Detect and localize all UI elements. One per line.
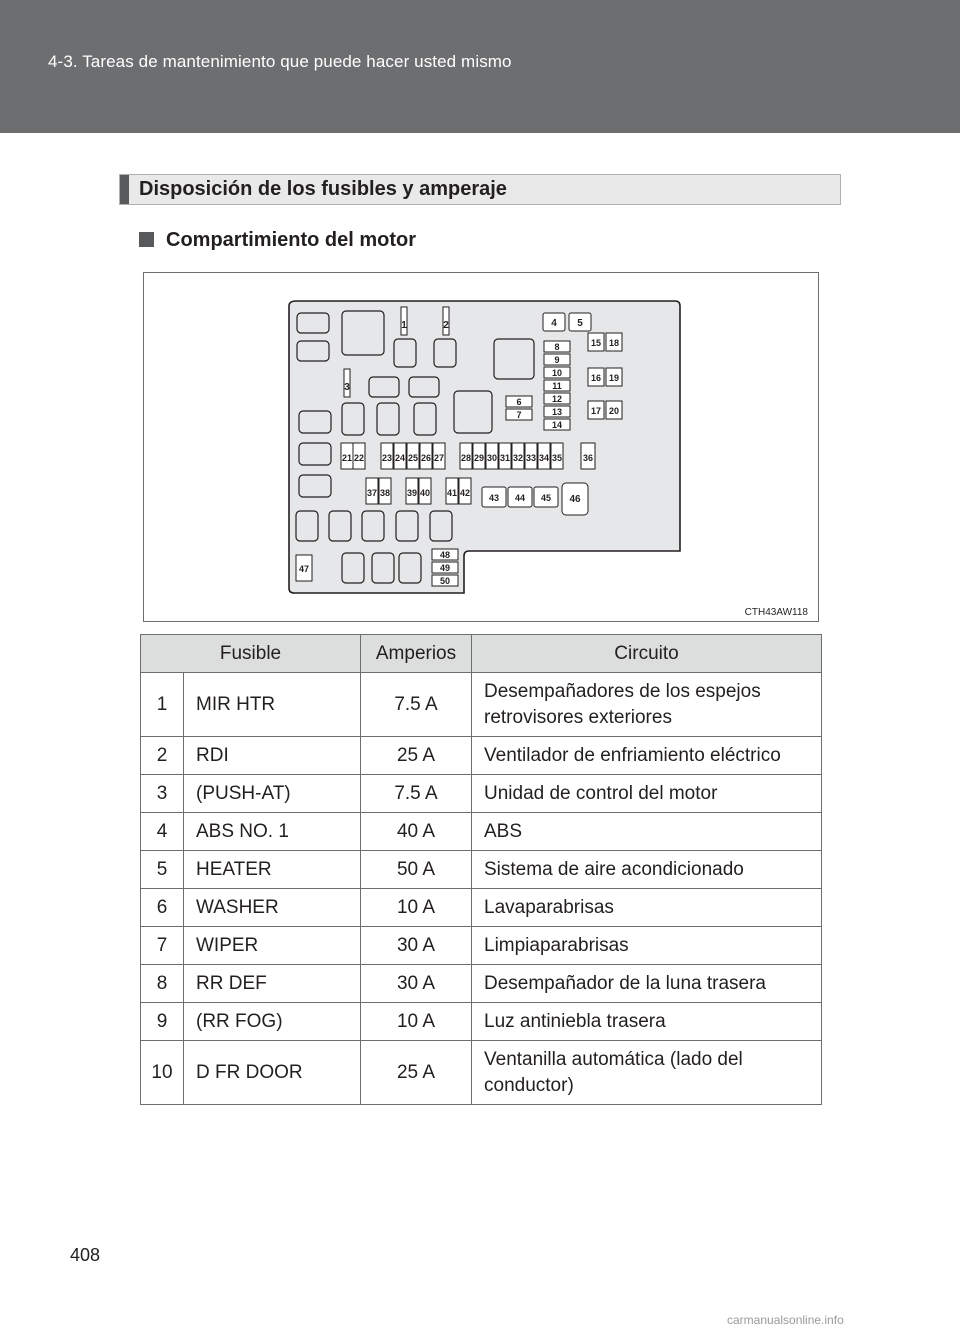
cell-circuit: Ventanilla automática (lado del conductor) [472, 1041, 822, 1105]
relay-15 [299, 475, 331, 497]
cell-circuit: Sistema de aire acondicionado [472, 851, 822, 889]
cell-number: 9 [141, 1003, 184, 1041]
fuse-label-37: 37 [366, 488, 378, 498]
fuse-label-44: 44 [514, 493, 526, 503]
subheading [139, 229, 416, 252]
cell-amperage: 30 A [361, 927, 472, 965]
table-row [141, 673, 822, 737]
cell-fuse-name: RR DEF [184, 965, 361, 1003]
fuse-box-diagram [143, 272, 819, 622]
fuse-label-21: 21 [341, 453, 353, 463]
page-number: 408 [70, 1245, 101, 1265]
cell-fuse-name: (RR FOG) [184, 1003, 361, 1041]
relay-10 [377, 403, 399, 435]
fuse-label-10: 10 [551, 368, 563, 378]
fuse-label-39: 39 [406, 488, 418, 498]
fuse-label-49: 49 [439, 563, 451, 573]
cell-circuit: Limpiaparabrisas [472, 927, 822, 965]
cell-circuit: Desempañadores de los espejos retrovisores exteriores [472, 673, 822, 737]
watermark: carmanualsonline.info [727, 1313, 844, 1327]
cell-amperage: 7.5 A [361, 673, 472, 737]
table-row [141, 813, 822, 851]
fuse-label-29: 29 [473, 453, 485, 463]
cell-fuse-name: D FR DOOR [184, 1041, 361, 1105]
relay-13 [299, 411, 331, 433]
cell-fuse-name: WASHER [184, 889, 361, 927]
fuse-label-42: 42 [459, 488, 471, 498]
cell-amperage: 10 A [361, 1003, 472, 1041]
table-row [141, 927, 822, 965]
fuse-label-12: 12 [551, 394, 563, 404]
fuse-label-14: 14 [551, 420, 563, 430]
relay-20 [430, 511, 452, 541]
cell-number: 5 [141, 851, 184, 889]
fuse-label-27: 27 [433, 453, 445, 463]
relay-17 [329, 511, 351, 541]
relay-12 [454, 391, 492, 433]
relay-3 [342, 311, 384, 355]
subheading-text: Compartimiento del motor [166, 229, 417, 251]
fuse-label-3: 3 [344, 382, 350, 393]
relay-18 [362, 511, 384, 541]
cell-circuit: ABS [472, 813, 822, 851]
fuse-label-9: 9 [554, 355, 560, 365]
fuse-label-17: 17 [590, 406, 602, 416]
cell-circuit: Desempañador de la luna trasera [472, 965, 822, 1003]
fuse-label-31: 31 [499, 453, 511, 463]
fuse-label-2: 2 [443, 320, 449, 331]
cell-fuse-name: ABS NO. 1 [184, 813, 361, 851]
cell-amperage: 50 A [361, 851, 472, 889]
cell-circuit: Ventilador de enfriamiento eléctrico [472, 737, 822, 775]
cell-circuit: Lavaparabrisas [472, 889, 822, 927]
relay-22 [372, 553, 394, 583]
relay-1 [297, 313, 329, 333]
fuse-label-22: 22 [353, 453, 365, 463]
cell-circuit: Unidad de control del motor [472, 775, 822, 813]
fuse-label-15: 15 [590, 338, 602, 348]
table-row [141, 1003, 822, 1041]
fuse-label-36: 36 [582, 453, 594, 463]
relay-21 [342, 553, 364, 583]
fuse-label-23: 23 [381, 453, 393, 463]
relay-23 [399, 553, 421, 583]
cell-number: 1 [141, 673, 184, 737]
square-bullet-icon [139, 232, 154, 247]
fuse-label-5: 5 [577, 318, 583, 329]
table-row [141, 851, 822, 889]
cell-fuse-name: WIPER [184, 927, 361, 965]
cell-amperage: 30 A [361, 965, 472, 1003]
fuse-label-13: 13 [551, 407, 563, 417]
cell-fuse-name: HEATER [184, 851, 361, 889]
fuse-label-48: 48 [439, 550, 451, 560]
relay-5 [434, 339, 456, 367]
fuse-box-svg [144, 273, 818, 621]
fuse-label-41: 41 [446, 488, 458, 498]
relay-16 [296, 511, 318, 541]
fuse-label-50: 50 [439, 576, 451, 586]
cell-amperage: 25 A [361, 737, 472, 775]
relay-6 [494, 339, 534, 379]
fuse-label-24: 24 [394, 453, 406, 463]
relay-11 [414, 403, 436, 435]
fuse-label-26: 26 [420, 453, 432, 463]
fuse-label-30: 30 [486, 453, 498, 463]
cell-fuse-name: RDI [184, 737, 361, 775]
diagram-code: CTH43AW118 [744, 607, 808, 618]
fuse-label-6: 6 [516, 397, 522, 407]
fuse-label-46: 46 [569, 494, 581, 505]
fuse-label-25: 25 [407, 453, 419, 463]
cell-amperage: 10 A [361, 889, 472, 927]
relay-19 [396, 511, 418, 541]
relay-8 [409, 377, 439, 397]
fuse-label-1: 1 [401, 320, 407, 331]
table-row [141, 889, 822, 927]
cell-amperage: 40 A [361, 813, 472, 851]
fuse-label-7: 7 [516, 410, 522, 420]
section-heading-box [119, 174, 841, 205]
relay-4 [394, 339, 416, 367]
heading-accent-bar [120, 175, 129, 204]
cell-fuse-name: (PUSH-AT) [184, 775, 361, 813]
section-heading: Disposición de los fusibles y amperaje [139, 178, 507, 200]
cell-number: 2 [141, 737, 184, 775]
cell-number: 4 [141, 813, 184, 851]
fuse-label-38: 38 [379, 488, 391, 498]
cell-number: 7 [141, 927, 184, 965]
fuse-label-16: 16 [590, 373, 602, 383]
fuse-label-8: 8 [554, 342, 560, 352]
fuse-label-4: 4 [551, 318, 557, 329]
fuse-label-18: 18 [608, 338, 620, 348]
relay-9 [342, 403, 364, 435]
fuse-label-35: 35 [551, 453, 563, 463]
fuse-label-47: 47 [298, 564, 310, 574]
fuse-label-32: 32 [512, 453, 524, 463]
table-row [141, 1041, 822, 1105]
cell-circuit: Luz antiniebla trasera [472, 1003, 822, 1041]
relay-2 [297, 341, 329, 361]
fuse-label-33: 33 [525, 453, 537, 463]
cell-amperage: 25 A [361, 1041, 472, 1105]
table-row [141, 775, 822, 813]
fuse-table [140, 634, 822, 1105]
section-title: 4-3. Tareas de mantenimiento que puede hacer usted mismo [48, 52, 512, 71]
relay-7 [369, 377, 399, 397]
fuse-label-43: 43 [488, 493, 500, 503]
cell-number: 10 [141, 1041, 184, 1105]
fuse-label-11: 11 [552, 381, 562, 391]
cell-fuse-name: MIR HTR [184, 673, 361, 737]
fuse-label-28: 28 [460, 453, 472, 463]
fuse-label-19: 19 [608, 373, 620, 383]
table-row [141, 737, 822, 775]
fuse-label-40: 40 [419, 488, 431, 498]
cell-number: 6 [141, 889, 184, 927]
fuse-label-34: 34 [538, 453, 550, 463]
header-amps: Amperios [361, 635, 472, 673]
header-circuit: Circuito [472, 635, 822, 673]
header-fuse: Fusible [141, 635, 361, 673]
cell-amperage: 7.5 A [361, 775, 472, 813]
fuse-label-45: 45 [540, 493, 552, 503]
cell-number: 8 [141, 965, 184, 1003]
table-row [141, 965, 822, 1003]
cell-number: 3 [141, 775, 184, 813]
page-header [0, 0, 960, 133]
fuse-label-20: 20 [608, 406, 620, 416]
relay-14 [299, 443, 331, 465]
